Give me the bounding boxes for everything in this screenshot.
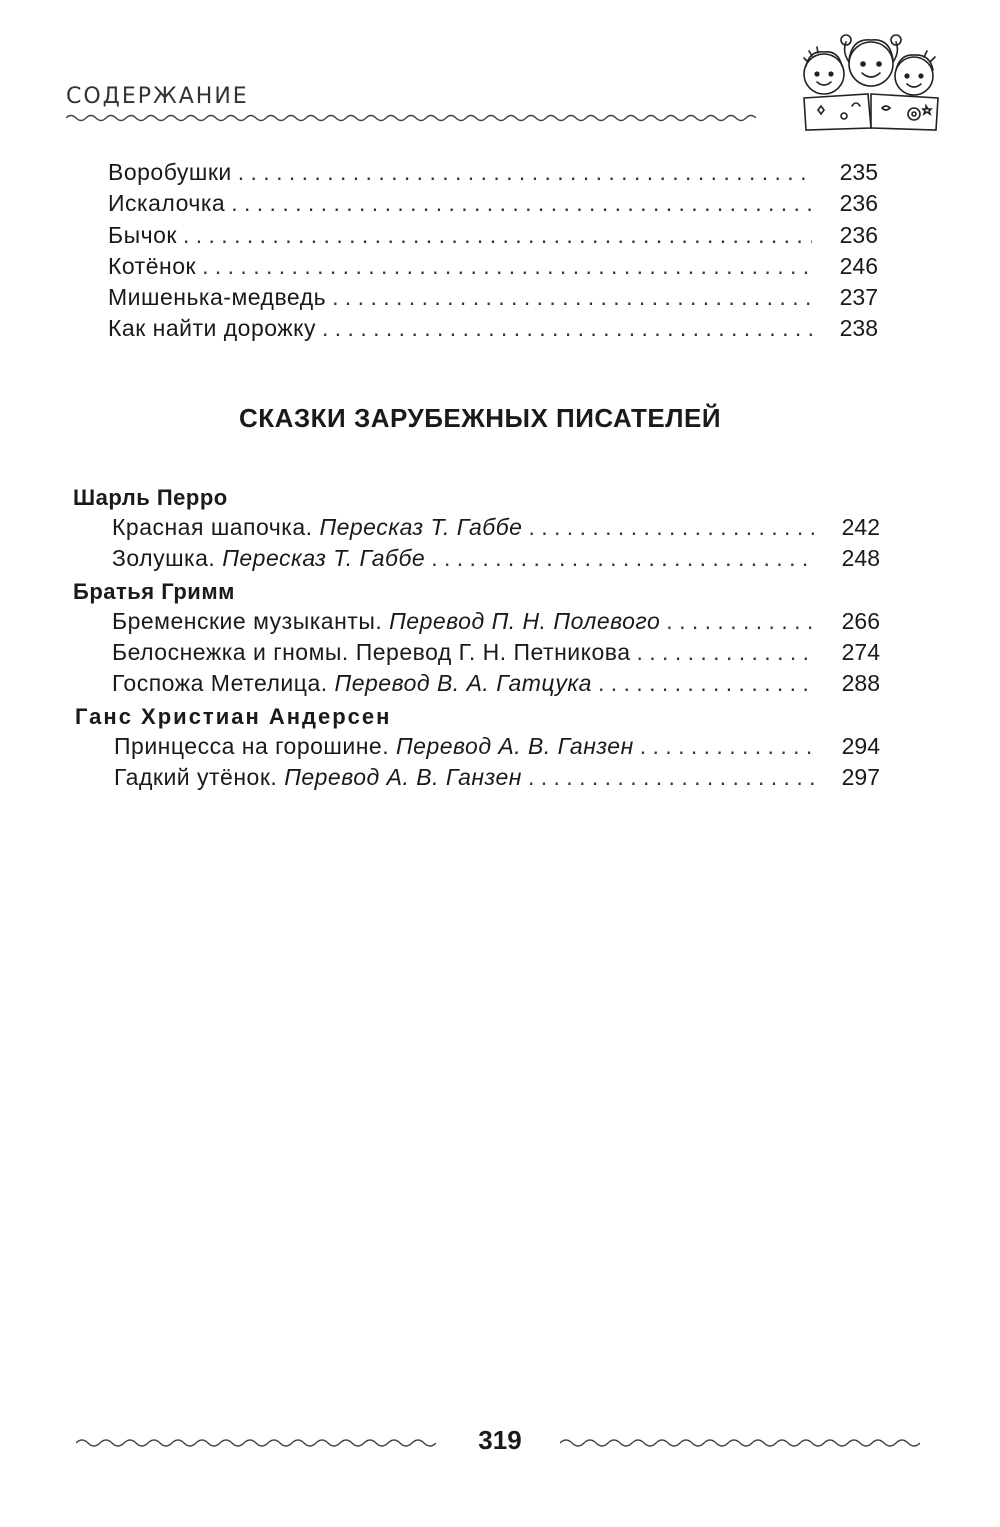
toc-entry-translator: Пересказ Т. Габбе [319,514,523,540]
toc-entry-title: Котёнок [108,253,197,279]
header-wavy-rule [66,113,756,123]
author-name: Братья Гримм [73,579,235,604]
toc-entry-title: Бычок [108,222,177,248]
toc-entry-translator: Перевод В. А. Гатцука [334,670,592,696]
toc-entry-page: 237 [839,284,878,310]
toc-entry-title: Госпожа Метелица. Перевод В. А. Гатцука [112,670,592,696]
dot-leader [637,637,815,667]
toc-entry[interactable] [108,313,878,343]
toc-entry-title: Белоснежка и гномы. Перевод Г. Н. Петникова [112,639,631,665]
dot-leader [238,157,812,187]
toc-entry-title: Воробушки [108,159,232,185]
dot-leader [183,220,812,250]
toc-entry-page: 248 [841,545,880,571]
toc-entry-translator: Перевод А. В. Ганзен [395,733,634,759]
children-reading-illustration [796,22,946,134]
dot-leader [322,313,812,343]
toc-entry-title: Мишенька-медведь [108,284,327,310]
toc-entry[interactable] [112,606,880,636]
author-name: Шарль Перро [73,485,228,510]
dot-leader [332,282,812,312]
dot-leader [528,512,814,542]
toc-entry-title: Бременские музыканты. Перевод П. Н. Полевого [112,608,661,634]
toc-entry-title: Красная шапочка. Пересказ Т. Габбе [112,514,523,540]
toc-entry-title: Гадкий утёнок. Перевод А. В. Ганзен [114,764,522,790]
toc-entry-title: Золушка. Пересказ Т. Габбе [112,545,426,571]
toc-entry[interactable] [108,251,878,281]
toc-entry[interactable] [114,762,880,792]
section-heading: СКАЗКИ ЗАРУБЕЖНЫХ ПИСАТЕЛЕЙ [238,403,722,433]
toc-entry-page: 297 [841,764,880,790]
author-name: Ганс Христиан Андерсен [75,704,392,729]
dot-leader [431,543,814,573]
toc-entry[interactable] [114,731,880,761]
toc-entry-translator: Перевод П. Н. Полевого [389,608,661,634]
toc-entry[interactable] [112,543,880,573]
dot-leader [640,731,814,761]
toc-entry[interactable] [108,188,878,218]
toc-entry-page: 294 [841,733,880,759]
toc-entry-page: 238 [839,315,878,341]
toc-entry[interactable] [108,282,878,312]
dot-leader [666,606,814,636]
running-header: СОДЕРЖАНИЕ [66,84,249,109]
toc-entry-page: 288 [841,670,880,696]
toc-entry-translator: Пересказ Т. Габбе [222,545,426,571]
toc-entry-page: 274 [841,639,880,665]
page-number: 319 [478,1425,522,1455]
toc-entry[interactable] [112,668,880,698]
toc-entry[interactable] [112,637,880,667]
toc-entry-translator: Перевод А. В. Ганзен [284,764,522,790]
toc-entry-title: Искалочка [108,190,226,216]
dot-leader [598,668,814,698]
toc-entry[interactable] [108,220,878,250]
toc-entry-page: 236 [839,222,878,248]
toc-entry-page: 236 [839,190,878,216]
dot-leader [528,762,814,792]
footer-wavy-rule-left [76,1437,436,1449]
toc-entry-page: 246 [839,253,878,279]
toc-entry-title: Принцесса на горошине. Перевод А. В. Ганзен [114,733,634,759]
footer-wavy-rule-right [560,1437,920,1449]
dot-leader [202,251,812,281]
toc-entry[interactable] [112,512,880,542]
toc-entry-title: Как найти дорожку [108,315,316,341]
toc-entry[interactable] [108,157,878,187]
toc-entry-page: 242 [841,514,880,540]
toc-entry-page: 266 [841,608,880,634]
toc-entry-page: 235 [839,159,878,185]
dot-leader [231,188,812,218]
